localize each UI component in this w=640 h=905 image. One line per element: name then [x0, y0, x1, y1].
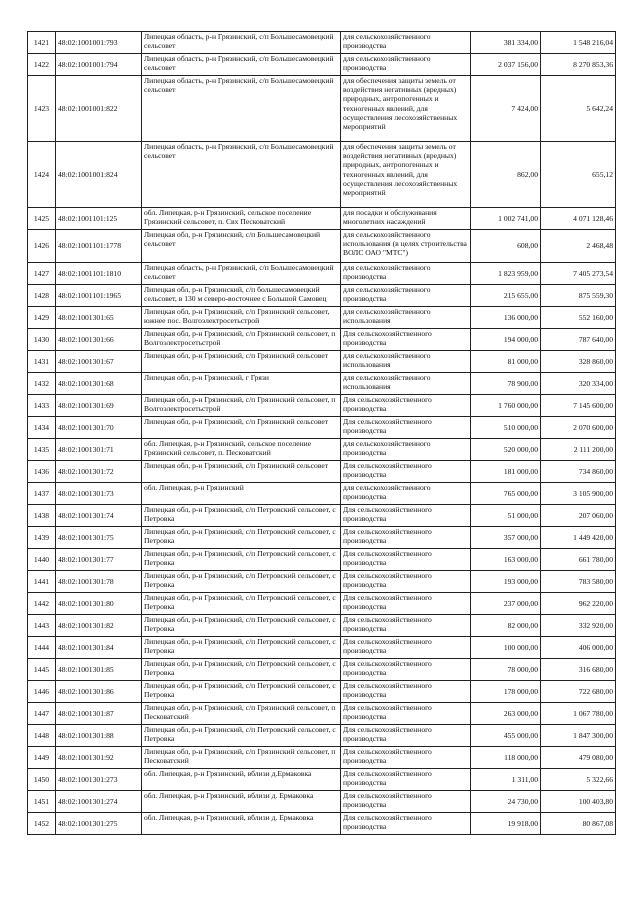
area-cell: 24 730,00	[471, 791, 541, 813]
land-use-cell: Для сельскохозяйственного производства	[341, 527, 471, 549]
land-use-cell: Для сельскохозяйственного производства	[341, 681, 471, 703]
area-cell: 81 000,00	[471, 351, 541, 373]
table-row	[28, 461, 616, 483]
row-number-cell: 1427	[28, 263, 56, 285]
land-use-cell: Для сельскохозяйственного производства	[341, 417, 471, 439]
cadastral-value-cell: 7 145 600,00	[541, 395, 616, 417]
row-number-cell: 1434	[28, 417, 56, 439]
row-number-cell: 1422	[28, 54, 56, 76]
table-row	[28, 769, 616, 791]
row-number-cell: 1438	[28, 505, 56, 527]
area-cell: 215 655,00	[471, 285, 541, 307]
table-row	[28, 703, 616, 725]
cadastral-value-cell: 1 067 780,00	[541, 703, 616, 725]
table-row	[28, 439, 616, 461]
area-cell: 100 000,00	[471, 637, 541, 659]
area-cell: 1 823 959,00	[471, 263, 541, 285]
cadastral-value-cell: 100 403,80	[541, 791, 616, 813]
address-cell: Липецкая область, р-н Грязинский, с/п Большесамовецкий сельсовет	[142, 76, 341, 142]
area-cell: 263 000,00	[471, 703, 541, 725]
address-cell: Липецкая обл, р-н Грязинский, с/п Петровский сельсовет, с Петровка	[142, 637, 341, 659]
address-cell: обл. Липецкая, р-н Грязинский	[142, 483, 341, 505]
land-use-cell: Для сельскохозяйственного производства	[341, 725, 471, 747]
table-row	[28, 747, 616, 769]
land-use-cell: для сельскохозяйственного использования	[341, 307, 471, 329]
cadastral-number-cell: 48:02:1001301:273	[56, 769, 142, 791]
area-cell: 510 000,00	[471, 417, 541, 439]
cadastral-value-cell: 7 405 273,54	[541, 263, 616, 285]
address-cell: Липецкая обл, р-н Грязинский, с/п Петровский сельсовет, с Петровка	[142, 505, 341, 527]
row-number-cell: 1436	[28, 461, 56, 483]
row-number-cell: 1432	[28, 373, 56, 395]
row-number-cell: 1431	[28, 351, 56, 373]
cadastral-number-cell: 48:02:1001301:73	[56, 483, 142, 505]
address-cell: обл. Липецкая, р-н Грязинский, вблизи д. Ермаковка	[142, 813, 341, 835]
row-number-cell: 1425	[28, 208, 56, 230]
cadastral-value-cell: 1 449 420,00	[541, 527, 616, 549]
cadastral-number-cell: 48:02:1001301:70	[56, 417, 142, 439]
land-use-cell: Для сельскохозяйственного производства	[341, 593, 471, 615]
land-use-cell: Для сельскохозяйственного производства	[341, 747, 471, 769]
address-cell: Липецкая обл, р-н Грязинский, г Грязи	[142, 373, 341, 395]
row-number-cell: 1429	[28, 307, 56, 329]
area-cell: 1 002 741,00	[471, 208, 541, 230]
table-row	[28, 208, 616, 230]
land-use-cell: Для сельскохозяйственного производства	[341, 791, 471, 813]
land-use-cell: для сельскохозяйственного использования	[341, 373, 471, 395]
area-cell: 163 000,00	[471, 549, 541, 571]
cadastral-number-cell: 48:02:1001001:793	[56, 32, 142, 54]
table-row	[28, 373, 616, 395]
table-row	[28, 263, 616, 285]
table-row	[28, 527, 616, 549]
table-row	[28, 417, 616, 439]
row-number-cell: 1450	[28, 769, 56, 791]
row-number-cell: 1426	[28, 230, 56, 263]
land-use-cell: для сельскохозяйственного производства	[341, 54, 471, 76]
address-cell: Липецкая обл, р-н Грязинский, с/п Петровский сельсовет, с Петровка	[142, 593, 341, 615]
cadastral-number-cell: 48:02:1001301:75	[56, 527, 142, 549]
area-cell: 381 334,00	[471, 32, 541, 54]
table-row	[28, 637, 616, 659]
cadastral-number-cell: 48:02:1001301:66	[56, 329, 142, 351]
row-number-cell: 1447	[28, 703, 56, 725]
address-cell: Липецкая обл, р-н Грязинский, с/п Грязинский сельсовет	[142, 461, 341, 483]
land-plots-table	[27, 31, 616, 835]
address-cell: Липецкая область, р-н Грязинский, с/п Большесамовецкий сельсовет	[142, 32, 341, 54]
land-use-cell: для сельскохозяйственного производства	[341, 285, 471, 307]
area-cell: 1 311,00	[471, 769, 541, 791]
address-cell: обл. Липецкая, р-н Грязинский, сельское поселение Грязинский сельсовет, п. Свх Песковатский	[142, 208, 341, 230]
row-number-cell: 1421	[28, 32, 56, 54]
row-number-cell: 1433	[28, 395, 56, 417]
table-row	[28, 483, 616, 505]
land-use-cell: для сельскохозяйственного использования (в целях строительства ВОЛС ОАО "МТС")	[341, 230, 471, 263]
address-cell: Липецкая область, р-н Грязинский, с/п Большесамовецкий сельсовет	[142, 263, 341, 285]
address-cell: Липецкая обл, р-н Грязинский, с/п Грязинский сельсовет, южнее пос. Волгоэлектросетьстрой	[142, 307, 341, 329]
land-use-cell: для сельскохозяйственного производства	[341, 263, 471, 285]
cadastral-number-cell: 48:02:1001301:275	[56, 813, 142, 835]
cadastral-value-cell: 316 680,00	[541, 659, 616, 681]
row-number-cell: 1451	[28, 791, 56, 813]
table-row	[28, 615, 616, 637]
address-cell: Липецкая обл, р-н Грязинский, с/п Петровский сельсовет, с Петровка	[142, 571, 341, 593]
address-cell: Липецкая обл, р-н Грязинский, с/п Петровский сельсовет, с Петровка	[142, 549, 341, 571]
area-cell: 181 000,00	[471, 461, 541, 483]
address-cell: Липецкая обл, р-н Грязинский, с/п Петровский сельсовет, с Петровка	[142, 725, 341, 747]
cadastral-value-cell: 1 548 216,04	[541, 32, 616, 54]
address-cell: Липецкая область, р-н Грязинский, с/п Большесамовецкий сельсовет	[142, 54, 341, 76]
cadastral-value-cell: 479 080,00	[541, 747, 616, 769]
cadastral-value-cell: 207 060,00	[541, 505, 616, 527]
table-row	[28, 505, 616, 527]
area-cell: 136 000,00	[471, 307, 541, 329]
cadastral-number-cell: 48:02:1001101:125	[56, 208, 142, 230]
cadastral-number-cell: 48:02:1001301:65	[56, 307, 142, 329]
land-use-cell: для сельскохозяйственного использования	[341, 351, 471, 373]
table-row	[28, 791, 616, 813]
area-cell: 455 000,00	[471, 725, 541, 747]
land-use-cell: Для сельскохозяйственного производства	[341, 659, 471, 681]
land-use-cell: Для сельскохозяйственного производства	[341, 505, 471, 527]
table-row	[28, 32, 616, 54]
cadastral-value-cell: 661 780,00	[541, 549, 616, 571]
row-number-cell: 1442	[28, 593, 56, 615]
cadastral-number-cell: 48:02:1001001:794	[56, 54, 142, 76]
table-body	[28, 32, 616, 835]
address-cell: Липецкая обл, р-н Грязинский, с/п Петровский сельсовет, с Петровка	[142, 527, 341, 549]
cadastral-number-cell: 48:02:1001301:274	[56, 791, 142, 813]
land-use-cell: Для сельскохозяйственного производства	[341, 615, 471, 637]
cadastral-number-cell: 48:02:1001301:82	[56, 615, 142, 637]
area-cell: 357 000,00	[471, 527, 541, 549]
cadastral-number-cell: 48:02:1001101:1778	[56, 230, 142, 263]
row-number-cell: 1428	[28, 285, 56, 307]
cadastral-number-cell: 48:02:1001301:80	[56, 593, 142, 615]
cadastral-number-cell: 48:02:1001301:71	[56, 439, 142, 461]
cadastral-value-cell: 787 640,00	[541, 329, 616, 351]
row-number-cell: 1444	[28, 637, 56, 659]
address-cell: Липецкая обл, р-н Грязинский, с/п Грязинский сельсовет, п Песковатский	[142, 703, 341, 725]
area-cell: 51 000,00	[471, 505, 541, 527]
area-cell: 1 760 000,00	[471, 395, 541, 417]
table-row	[28, 230, 616, 263]
table-row	[28, 307, 616, 329]
cadastral-number-cell: 48:02:1001001:822	[56, 76, 142, 142]
land-use-cell: Для сельскохозяйственного производства	[341, 549, 471, 571]
row-number-cell: 1439	[28, 527, 56, 549]
cadastral-value-cell: 5 322,66	[541, 769, 616, 791]
row-number-cell: 1445	[28, 659, 56, 681]
land-use-cell: для сельскохозяйственного производства	[341, 483, 471, 505]
cadastral-number-cell: 48:02:1001301:85	[56, 659, 142, 681]
land-use-cell: для сельскохозяйственного производства	[341, 439, 471, 461]
table-row	[28, 659, 616, 681]
address-cell: Липецкая обл, р-н Грязинский, с/п Петровский сельсовет, с Петровка	[142, 615, 341, 637]
cadastral-value-cell: 2 111 200,00	[541, 439, 616, 461]
area-cell: 237 000,00	[471, 593, 541, 615]
land-use-cell: для обеспечения защиты земель от воздействия негативных (вредных) природных, антропогенных и техногенных явлений, для осуществления лесохозяйственных мероприятий	[341, 142, 471, 208]
table-row	[28, 395, 616, 417]
cadastral-number-cell: 48:02:1001101:1965	[56, 285, 142, 307]
table-row	[28, 285, 616, 307]
land-use-cell: для обеспечения защиты земель от воздействия негативных (вредных) природных, антропогенных и техногенных явлений, для осуществления лесохозяйственных мероприятий	[341, 76, 471, 142]
cadastral-value-cell: 320 334,00	[541, 373, 616, 395]
land-use-cell: Для сельскохозяйственного производства	[341, 395, 471, 417]
area-cell: 194 000,00	[471, 329, 541, 351]
cadastral-number-cell: 48:02:1001301:86	[56, 681, 142, 703]
address-cell: обл. Липецкая, р-н Грязинский, вблизи д.Ермаковка	[142, 769, 341, 791]
cadastral-value-cell: 655,12	[541, 142, 616, 208]
address-cell: Липецкая обл, р-н Грязинский, с/п Грязинский сельсовет, п Волгоэлектросетьстрой	[142, 329, 341, 351]
cadastral-value-cell: 734 860,00	[541, 461, 616, 483]
table-row	[28, 351, 616, 373]
land-use-cell: Для сельскохозяйственного производства	[341, 637, 471, 659]
address-cell: обл. Липецкая, р-н Грязинский, вблизи д. Ермаковка	[142, 791, 341, 813]
table-row	[28, 813, 616, 835]
table-row	[28, 54, 616, 76]
row-number-cell: 1440	[28, 549, 56, 571]
cadastral-number-cell: 48:02:1001301:84	[56, 637, 142, 659]
cadastral-number-cell: 48:02:1001301:88	[56, 725, 142, 747]
land-use-cell: для сельскохозяйственного производства	[341, 32, 471, 54]
cadastral-value-cell: 80 867,08	[541, 813, 616, 835]
row-number-cell: 1448	[28, 725, 56, 747]
cadastral-number-cell: 48:02:1001301:74	[56, 505, 142, 527]
cadastral-value-cell: 875 559,30	[541, 285, 616, 307]
land-use-cell: для посадки и обслуживания многолетних насаждений	[341, 208, 471, 230]
cadastral-value-cell: 1 847 300,00	[541, 725, 616, 747]
row-number-cell: 1435	[28, 439, 56, 461]
address-cell: Липецкая обл, р-н Грязинский, с/п Грязинский сельсовет	[142, 351, 341, 373]
area-cell: 2 037 156,00	[471, 54, 541, 76]
address-cell: Липецкая область, р-н Грязинский, с/п Большесамовецкий сельсовет	[142, 142, 341, 208]
cadastral-value-cell: 2 468,48	[541, 230, 616, 263]
table-row	[28, 329, 616, 351]
area-cell: 608,00	[471, 230, 541, 263]
cadastral-value-cell: 552 160,00	[541, 307, 616, 329]
address-cell: Липецкая обл, р-н Грязинский, с/п Грязинский сельсовет, п Волгоэлектросетьстрой	[142, 395, 341, 417]
address-cell: Липецкая обл, р-н Грязинский, с/п Петровский сельсовет, с Петровка	[142, 681, 341, 703]
row-number-cell: 1430	[28, 329, 56, 351]
table-row	[28, 549, 616, 571]
table-row	[28, 571, 616, 593]
cadastral-value-cell: 783 580,00	[541, 571, 616, 593]
table-row	[28, 142, 616, 208]
area-cell: 78 000,00	[471, 659, 541, 681]
address-cell: Липецкая обл, р-н Грязинский, с/п Петровский сельсовет, с Петровка	[142, 659, 341, 681]
row-number-cell: 1446	[28, 681, 56, 703]
cadastral-value-cell: 8 270 853,36	[541, 54, 616, 76]
land-use-cell: Для сельскохозяйственного производства	[341, 461, 471, 483]
area-cell: 520 000,00	[471, 439, 541, 461]
cadastral-number-cell: 48:02:1001301:77	[56, 549, 142, 571]
land-use-cell: Для сельскохозяйственного производства	[341, 769, 471, 791]
table-row	[28, 681, 616, 703]
row-number-cell: 1443	[28, 615, 56, 637]
area-cell: 765 000,00	[471, 483, 541, 505]
cadastral-number-cell: 48:02:1001301:72	[56, 461, 142, 483]
area-cell: 178 000,00	[471, 681, 541, 703]
address-cell: обл. Липецкая, р-н Грязинский, сельское поселение Грязинский сельсовет, п. Песковатский	[142, 439, 341, 461]
address-cell: Липецкая обл, р-н Грязинский, с/п Большесамовецкий сельсовет	[142, 230, 341, 263]
cadastral-value-cell: 5 642,24	[541, 76, 616, 142]
address-cell: Липецкая обл, р-н Грязинский, с/п Грязинский сельсовет, п Песковатский	[142, 747, 341, 769]
row-number-cell: 1423	[28, 76, 56, 142]
cadastral-value-cell: 4 071 128,46	[541, 208, 616, 230]
cadastral-number-cell: 48:02:1001301:92	[56, 747, 142, 769]
cadastral-value-cell: 2 070 600,00	[541, 417, 616, 439]
cadastral-value-cell: 328 860,00	[541, 351, 616, 373]
row-number-cell: 1452	[28, 813, 56, 835]
cadastral-value-cell: 406 000,00	[541, 637, 616, 659]
land-use-cell: Для сельскохозяйственного производства	[341, 813, 471, 835]
table-row	[28, 725, 616, 747]
address-cell: Липецкая обл, р-н Грязинский, с/п большесамовецкий сельсовет, в 130 м северо-восточнее с Большой Самовец	[142, 285, 341, 307]
table-row	[28, 593, 616, 615]
row-number-cell: 1424	[28, 142, 56, 208]
cadastral-number-cell: 48:02:1001301:69	[56, 395, 142, 417]
area-cell: 118 000,00	[471, 747, 541, 769]
land-use-cell: Для сельскохозяйственного производства	[341, 571, 471, 593]
cadastral-number-cell: 48:02:1001301:68	[56, 373, 142, 395]
land-use-cell: Для сельскохозяйственного производства	[341, 703, 471, 725]
cadastral-value-cell: 3 105 900,00	[541, 483, 616, 505]
area-cell: 82 000,00	[471, 615, 541, 637]
row-number-cell: 1437	[28, 483, 56, 505]
area-cell: 193 000,00	[471, 571, 541, 593]
area-cell: 7 424,00	[471, 76, 541, 142]
row-number-cell: 1449	[28, 747, 56, 769]
address-cell: Липецкая обл, р-н Грязинский, с/п Грязинский сельсовет	[142, 417, 341, 439]
row-number-cell: 1441	[28, 571, 56, 593]
cadastral-number-cell: 48:02:1001301:87	[56, 703, 142, 725]
cadastral-number-cell: 48:02:1001101:1810	[56, 263, 142, 285]
land-use-cell: Для сельскохозяйственного производства	[341, 329, 471, 351]
cadastral-number-cell: 48:02:1001001:824	[56, 142, 142, 208]
table-row	[28, 76, 616, 142]
cadastral-number-cell: 48:02:1001301:78	[56, 571, 142, 593]
cadastral-value-cell: 722 680,00	[541, 681, 616, 703]
area-cell: 862,00	[471, 142, 541, 208]
cadastral-value-cell: 962 220,00	[541, 593, 616, 615]
cadastral-value-cell: 332 920,00	[541, 615, 616, 637]
area-cell: 19 918,00	[471, 813, 541, 835]
area-cell: 78 900,00	[471, 373, 541, 395]
cadastral-number-cell: 48:02:1001301:67	[56, 351, 142, 373]
